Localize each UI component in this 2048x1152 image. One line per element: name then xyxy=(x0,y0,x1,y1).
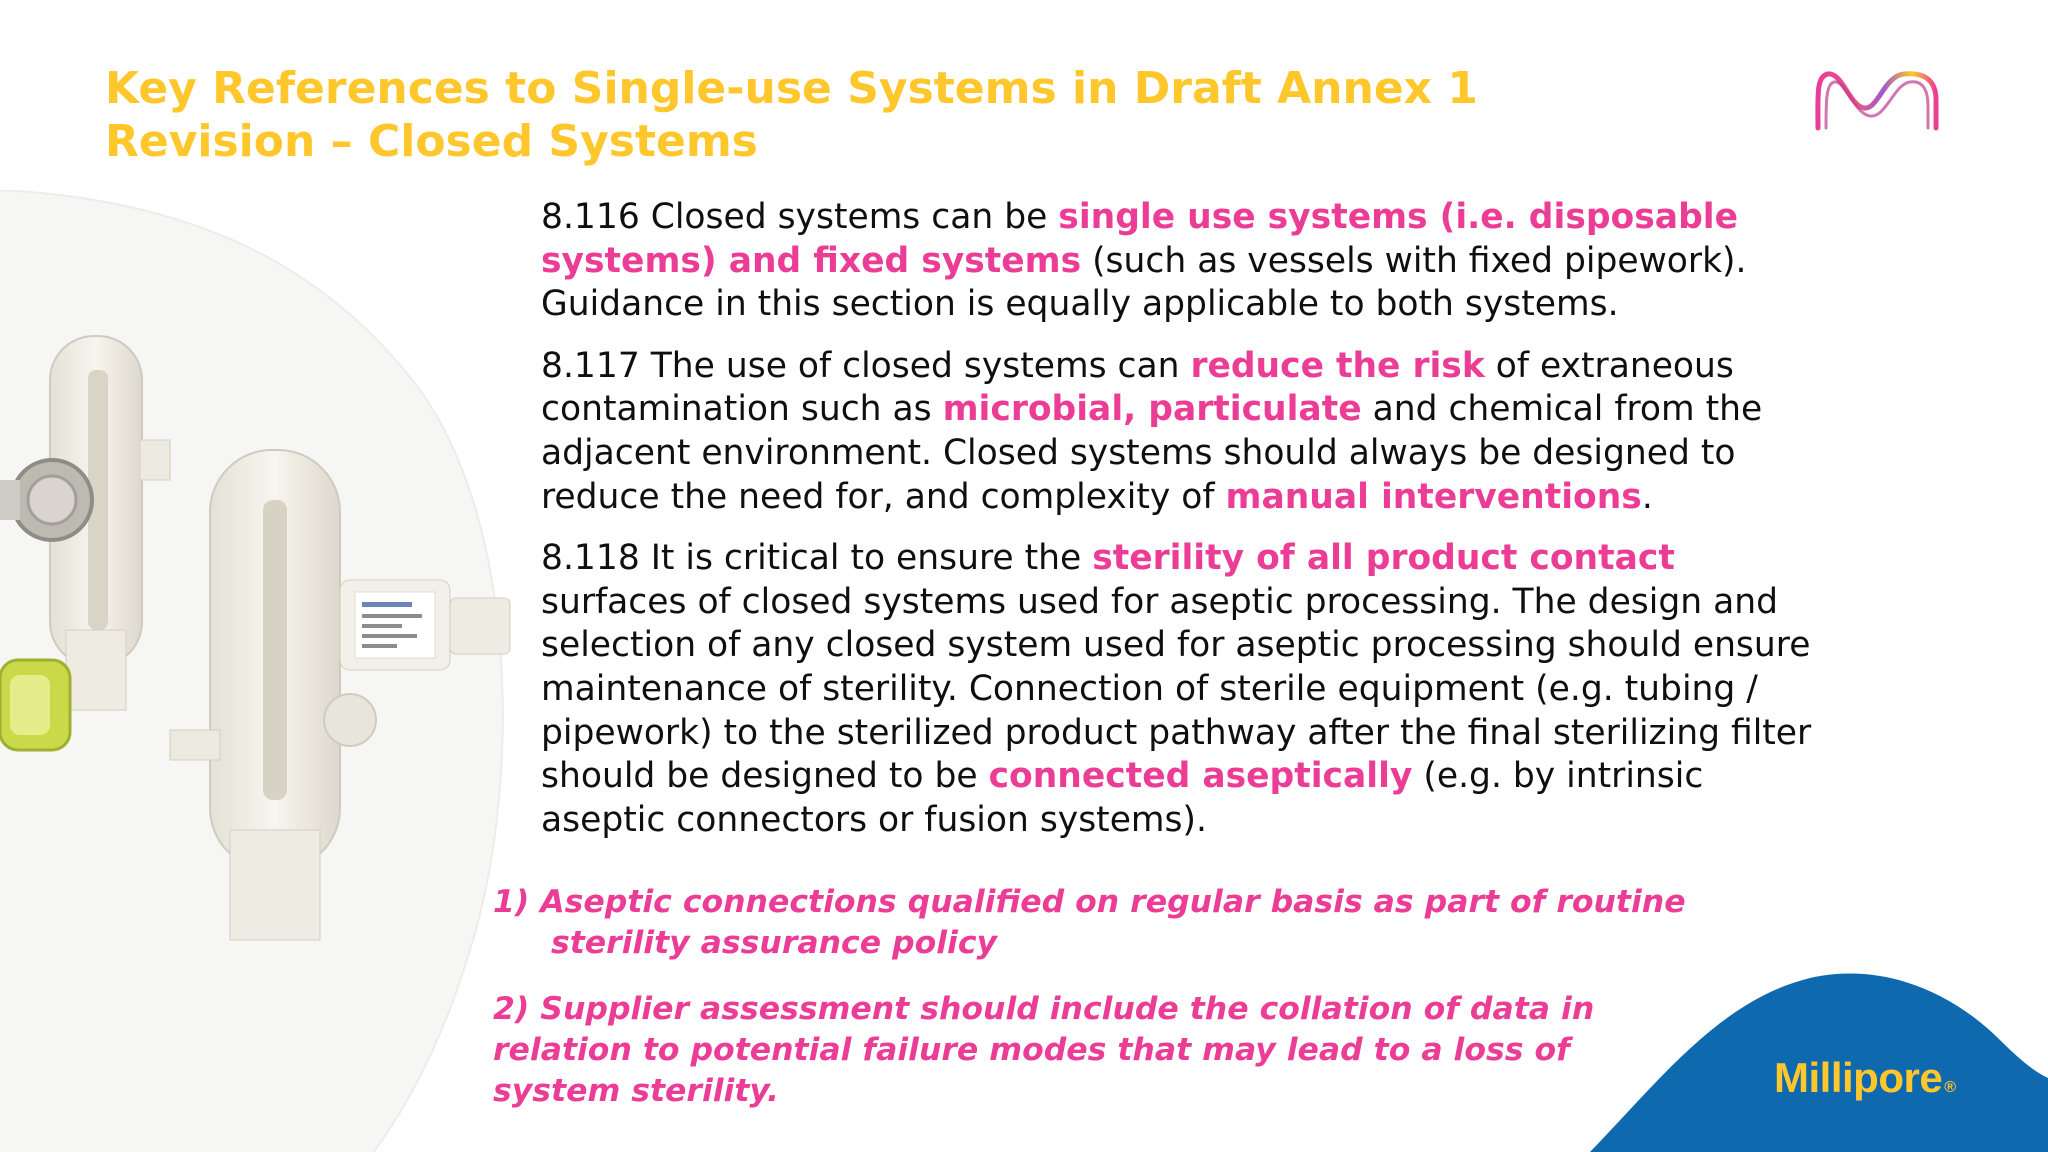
p118-line-2: surfaces of closed systems used for aseptic processing. The design and xyxy=(541,581,1778,622)
p116-line-3: Guidance in this section is equally applicable to both systems. xyxy=(541,284,1619,325)
capsule-front xyxy=(170,450,510,940)
annex-body-text xyxy=(541,196,1911,860)
slide-title-line-1: Key References to Single-use Systems in Draft Annex 1 xyxy=(105,63,1478,114)
paragraph-8-118 xyxy=(541,537,1911,842)
p117-line-2 xyxy=(541,388,1911,432)
p117-l4-text-end: . xyxy=(1641,476,1653,517)
p118-line-7: aseptic connectors or fusion systems). xyxy=(541,799,1207,840)
p116-line-2 xyxy=(541,240,1911,284)
note-1-line-2: sterility assurance policy xyxy=(551,925,998,961)
p118-l1-highlight: sterility of all product contact xyxy=(1092,538,1675,579)
p116-l1-text: 8.116 Closed systems can be xyxy=(541,197,1059,237)
p118-line-5: pipework) to the sterilized product pathway after the final sterilizing filter xyxy=(541,712,1812,753)
p118-line-3: selection of any closed system used for aseptic processing should ensure xyxy=(541,625,1811,666)
p117-l1-highlight: reduce the risk xyxy=(1190,345,1485,386)
p117-l1-text: 8.117 The use of closed systems can xyxy=(541,345,1191,386)
p117-l2-text: contamination such as xyxy=(541,389,943,430)
p118-line-1 xyxy=(541,537,1911,581)
merck-m-logo-icon xyxy=(1812,66,1942,134)
p116-line-1 xyxy=(541,196,1911,240)
note-2-line-3: system sterility. xyxy=(493,1073,780,1109)
p117-line-4 xyxy=(541,476,1911,520)
slide-title xyxy=(105,62,1605,168)
paragraph-8-117 xyxy=(541,345,1911,519)
note-1-line-1: 1) Aseptic connections qualified on regular basis as part of routine xyxy=(493,884,1686,920)
green-connector xyxy=(0,660,70,750)
product-photo xyxy=(0,330,520,950)
p118-l1-text: 8.118 It is critical to ensure the xyxy=(541,538,1093,579)
p117-line-1 xyxy=(541,345,1911,389)
p117-l2-highlight: microbial, particulate xyxy=(942,389,1362,430)
p118-l6-text: should be designed to be xyxy=(541,756,989,797)
note-2-line-1: 2) Supplier assessment should include the collation of data in xyxy=(493,991,1595,1027)
capsule-back xyxy=(0,336,170,710)
p117-line-3: adjacent environment. Closed systems should always be designed to xyxy=(541,432,1736,473)
p118-line-6 xyxy=(541,755,1911,799)
p116-l1-highlight: single use systems (i.e. disposable xyxy=(1058,197,1738,237)
slide-title-line-2: Revision – Closed Systems xyxy=(105,116,758,167)
p117-l1-text-end: of extraneous xyxy=(1484,345,1734,386)
p118-l6-text-end: (e.g. by intrinsic xyxy=(1412,756,1704,797)
p118-l6-highlight: connected aseptically xyxy=(988,756,1413,797)
note-1 xyxy=(493,882,1793,964)
p116-l2-highlight: systems) and fixed systems xyxy=(541,240,1082,281)
p117-l4-text: reduce the need for, and complexity of xyxy=(541,476,1226,517)
p117-l2-text-end: and chemical from the xyxy=(1361,389,1763,430)
paragraph-8-116 xyxy=(541,196,1911,327)
p116-l2-text: (such as vessels with fixed pipework). xyxy=(1081,240,1747,281)
brand-registered-mark: ® xyxy=(1944,1079,1956,1096)
brand-wordmark xyxy=(1774,1054,1955,1102)
p117-l4-highlight: manual interventions xyxy=(1225,476,1642,517)
brand-name: Millipore xyxy=(1774,1054,1943,1101)
note-2-line-2: relation to potential failure modes that may lead to a loss of xyxy=(493,1032,1570,1068)
p118-line-4: maintenance of sterility. Connection of sterile equipment (e.g. tubing / xyxy=(541,668,1758,709)
